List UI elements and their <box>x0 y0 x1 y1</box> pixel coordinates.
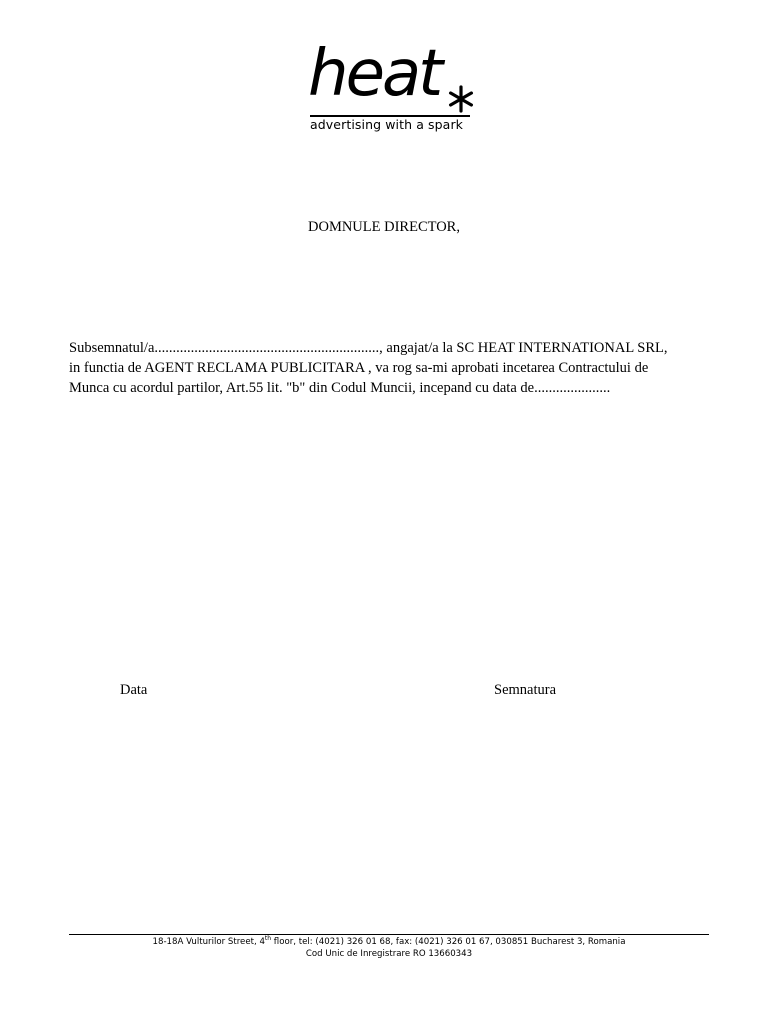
footer-address-suffix: floor, tel: (4021) 326 01 68, fax: (4021) 326 01 67, 030851 Bucharest 3, Romania <box>271 937 626 947</box>
letter-body-line: Munca cu acordul partilor, Art.55 lit. "b" din Codul Muncii, incepand cu data de..................... <box>69 380 611 396</box>
letter-body-line: Subsemnatul/a.............................................................., angajat/a la SC HEAT INTERNATIONAL SRL, <box>69 340 668 356</box>
logo-wordmark: heat <box>308 37 441 111</box>
footer-address-prefix: 18-18A Vulturilor Street, 4 <box>152 937 265 947</box>
letter-salutation: DOMNULE DIRECTOR, <box>308 219 460 235</box>
signature-label: Semnatura <box>494 682 557 698</box>
logo-tagline: advertising with a spark <box>310 117 464 132</box>
footer-address <box>0 936 768 948</box>
footer-address-sup: th <box>264 935 272 943</box>
spark-asterisk-icon <box>446 84 476 114</box>
date-label: Data <box>120 682 148 698</box>
heat-logo <box>308 38 472 134</box>
letter-body <box>69 338 709 398</box>
footer-registration: Cod Unic de Inregistrare RO 13660343 <box>305 949 473 959</box>
footer <box>0 936 768 960</box>
letter-body-line: in functia de AGENT RECLAMA PUBLICITARA , va rog sa-mi aprobati incetarea Contractului de <box>69 360 649 376</box>
footer-divider <box>69 934 709 935</box>
